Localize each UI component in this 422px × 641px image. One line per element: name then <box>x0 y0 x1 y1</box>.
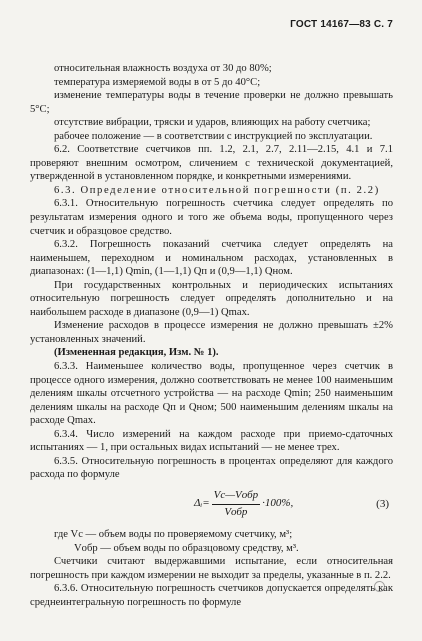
document-body <box>30 62 393 609</box>
scan-mark-icon <box>374 581 385 592</box>
formula-number: (3) <box>376 497 389 510</box>
paragraph: 6.2. Соответствие счетчиков пп. 1.2, 2.1, 2.7, 2.11—2.15, 4.1 и 7.1 проверяют внешним осмотром, сличением с технической документацией, утвержденной в установленном порядке, и конкретными измерениями. <box>30 144 393 183</box>
amendment-note: (Измененная редакция, Изм. № 1). <box>54 347 219 359</box>
section-heading: 6.3. Определение относительной погрешности (п. 2.2) <box>54 184 380 196</box>
paragraph: изменение температуры воды в течение проверки не должно превышать 5°С; <box>30 90 393 115</box>
paragraph: Vобр — объем воды по образцовому средству, м³. <box>74 542 299 554</box>
paragraph: отсутствие вибрации, тряски и ударов, влияющих на работу счетчика; <box>54 117 371 129</box>
paragraph: где Vc — объем воды по проверяемому счетчику, м³; <box>54 528 293 540</box>
formula-numerator: Vc—Vобр <box>212 489 261 505</box>
formula <box>194 489 293 519</box>
paragraph: При государственных контрольных и периодических испытаниях относительную погрешность следует определять дополнительно и на наибольшем расходе в диапазоне (0,9—1) Qmax. <box>30 279 393 318</box>
formula-rhs: ·100%, <box>262 497 294 510</box>
paragraph: 6.3.5. Относительную погрешность в процентах определяют для каждого расхода по формуле <box>30 455 393 481</box>
running-header: ГОСТ 14167—83 С. 7 <box>290 19 393 30</box>
paragraph: температура измеряемой воды в от 5 до 40°С; <box>54 76 261 88</box>
formula-denominator: Vобр <box>224 505 248 518</box>
paragraph: 6.3.1. Относительную погрешность счетчика следует определять по результатам измерения одного и того же объема воды, пропущенного через счетчик и образцовое средство. <box>30 198 393 237</box>
paragraph: Изменение расходов в процессе измерения не должно превышать ±2% установленных значений. <box>30 320 393 345</box>
paragraph: 6.3.2. Погрешность показаний счетчика следует определять на наименьшем, переходном и номинальном расходах, установленных в диапазонах: (1—1,1) Qmin, (1—1,1) Qп и (0,9—1,1) Qном. <box>30 239 393 278</box>
paragraph: Счетчики считают выдержавшими испытание, если относительная погрешность при каждом измерении не выходит за пределы, указанные в п. 2.2. <box>30 556 393 581</box>
paragraph: рабочее положение — в соответствии с инструкцией по эксплуатации. <box>54 130 373 142</box>
formula-fraction <box>212 489 261 519</box>
formula-block <box>30 486 393 526</box>
paragraph: 6.3.3. Наименьшее количество воды, пропущенное через счетчик в процессе одного измерения, должно соответствовать не менее 100 наименьшим делениям шкалы отсчетного устройства — на расходе Qmin; 250 наименьшим делениям шкалы на расходе Qп и Qном; 500 наименьшим делениям шкалы на расходе Qmax. <box>30 361 393 427</box>
paragraph: 6.3.4. Число измерений на каждом расходе при приемо-сдаточных испытаниях — 1, при остальных видах испытаний — не менее трех. <box>30 428 393 454</box>
paragraph: 6.3.6. Относительную погрешность счетчиков допускается определять как среднеинтегральную погрешность по формуле <box>30 583 393 608</box>
paragraph: относительная влажность воздуха от 30 до 80%; <box>54 63 272 74</box>
formula-lhs: Δᵢ= <box>194 497 210 510</box>
